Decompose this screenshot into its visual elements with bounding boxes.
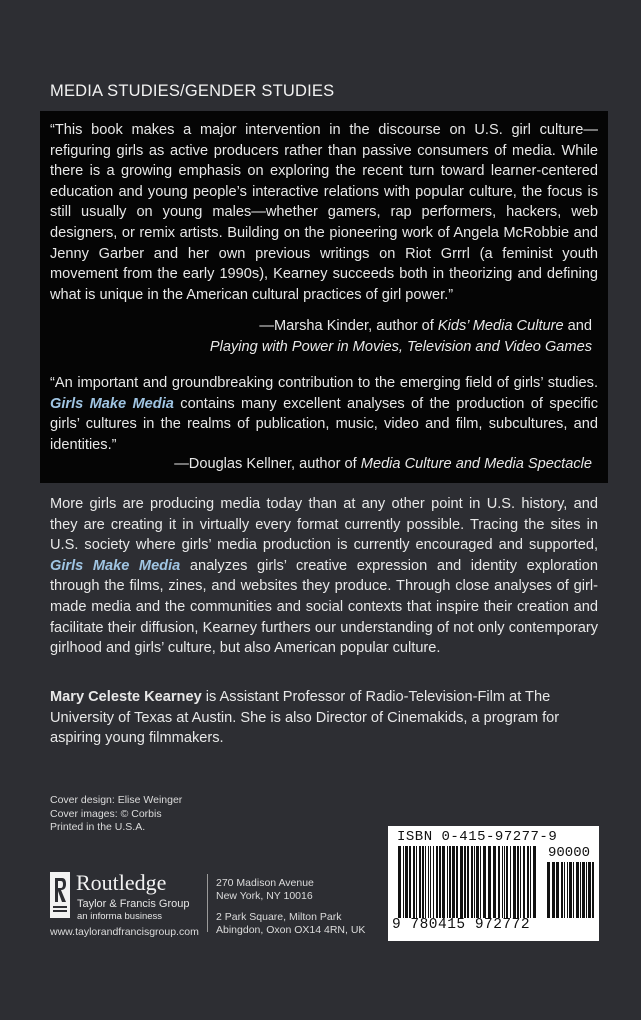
barcode-bar <box>561 862 563 918</box>
barcode-bar <box>502 846 503 918</box>
barcode-bar <box>447 846 448 918</box>
publisher-website: www.taylorandfrancisgroup.com <box>50 926 199 938</box>
publisher-logo <box>50 872 220 920</box>
barcode-bar <box>483 846 486 918</box>
barcode-bar <box>488 846 491 918</box>
publisher-group: Taylor & Francis Group <box>77 898 190 910</box>
barcode-bar <box>422 846 424 918</box>
barcode-bar <box>452 846 455 918</box>
barcode-bar <box>513 846 516 918</box>
barcode-bar <box>547 862 550 918</box>
attribution-prefix: —Marsha Kinder, author of <box>259 318 438 334</box>
description-text: analyzes girls’ creative expression and identity exploration through the films, zines, and websites they produce. Through close analyses of girl-made media and the communities and social contexts that inspire their creation and facilitate their diffusion, Kearney furthers our understanding of not only contemporary girlhood and girls’ culture, but also American popular culture. <box>50 557 598 657</box>
attribution-work: Kids’ Media Culture <box>437 318 564 334</box>
barcode-bar <box>520 846 521 918</box>
category-label: MEDIA STUDIES/GENDER STUDIES <box>50 82 335 100</box>
attribution-work: Media Culture and Media Spectacle <box>360 456 592 472</box>
barcode-bar <box>517 846 519 918</box>
endorsement-quote-1: “This book makes a major intervention in the discourse on U.S. girl culture—refiguring girls as active producers rather than passive consumers of media. While there is a growing emphasis on exploring the recent turn toward learner-centered education and young people’s interactive relations with popular culture, the focus is still usually on young males—whether gamers, rap performers, hackers, web designers, or remix artists. Building on the pioneering work of Angela McRobbie and Jenny Garber and her own previous writings on Riot Grrrl (a feminist youth movement from the early 1990s), Kearney succeeds both in theorizing and defining what is unique in the American cultural practices of girl power.” <box>50 122 598 303</box>
barcode-bar <box>419 846 421 918</box>
barcode-bar <box>425 846 426 918</box>
barcode-bar <box>449 846 451 918</box>
book-title: Girls Make Media <box>50 395 174 412</box>
barcode-bar <box>436 846 438 918</box>
barcode-bar <box>480 846 481 918</box>
barcode-bar <box>442 846 445 918</box>
divider <box>207 874 208 932</box>
barcode-bar <box>533 846 536 918</box>
address-line: New York, NY 10016 <box>216 890 313 902</box>
barcode-bar <box>464 846 466 918</box>
attribution-conjunction: and <box>563 318 592 334</box>
barcode-bar <box>588 862 591 918</box>
barcode-bar <box>403 846 404 918</box>
barcode-bar <box>428 846 429 918</box>
barcode-bar <box>433 846 434 918</box>
barcode-bar <box>586 862 587 918</box>
barcode-bar <box>430 846 431 918</box>
endorsement-attribution-2 <box>72 454 592 475</box>
address-line: Abingdon, Oxon OX14 4RN, UK <box>216 924 366 936</box>
barcode-bar <box>569 862 572 918</box>
barcode-bar <box>523 846 525 918</box>
barcode-bar <box>530 846 531 918</box>
barcode-bar <box>474 846 475 918</box>
author-name: Mary Celeste Kearney <box>50 689 202 705</box>
book-title: Girls Make Media <box>50 557 181 574</box>
barcode-bar <box>498 846 500 918</box>
barcode-bar <box>476 846 479 918</box>
price-barcode-bars <box>547 862 595 918</box>
publisher-addresses <box>216 877 365 937</box>
quote-text: “An important and groundbreaking contribution to the emerging field of girls’ studies. <box>50 375 598 391</box>
barcode-bar <box>556 862 559 918</box>
barcode-bar <box>439 846 441 918</box>
address-line: 270 Madison Avenue <box>216 877 314 889</box>
barcode-bar <box>506 846 508 918</box>
barcode-bar <box>527 846 529 918</box>
barcode-bar <box>493 846 496 918</box>
credit-line: Cover images: © Corbis <box>50 807 162 820</box>
barcode-bar <box>510 846 511 918</box>
barcode-bar <box>504 846 505 918</box>
publisher-tagline: an informa business <box>77 911 163 922</box>
credit-line: Cover design: Elise Weinger <box>50 794 183 806</box>
attribution-work: Playing with Power in Movies, Television and Video Games <box>209 338 592 355</box>
barcode-bar <box>413 846 415 918</box>
barcode-bar <box>567 862 568 918</box>
barcode-bar <box>576 862 579 918</box>
barcode-bar <box>573 862 574 918</box>
barcode-bar <box>398 846 401 918</box>
cover-credits <box>50 794 182 835</box>
barcode-bar <box>552 862 555 918</box>
description-text: More girls are producing media today than at any other point in U.S. history, and they are creating it in virtually every format currently possible. Tracing the sites in U.S. society where girls’ media production is currently encouraged and supported, <box>50 496 598 554</box>
attribution-prefix: —Douglas Kellner, author of <box>174 456 361 472</box>
barcode-bar <box>471 846 473 918</box>
book-description <box>50 494 598 659</box>
barcode-bar <box>592 862 594 918</box>
publisher-name: Routledge <box>76 870 167 895</box>
barcode-bar <box>580 862 581 918</box>
barcode-bar <box>409 846 411 918</box>
ean-barcode-bars <box>398 846 538 918</box>
isbn-label: ISBN 0-415-97277-9 <box>397 829 558 845</box>
author-bio <box>50 687 598 749</box>
barcode-bar <box>405 846 408 918</box>
quote-text: contains many excellent analyses of the production of specific girls’ cultures in the realms of publication, music, video and film, subcultures, and identities.” <box>50 395 598 453</box>
barcode-bar <box>416 846 417 918</box>
routledge-logo-icon <box>50 872 70 918</box>
barcode-bar <box>582 862 585 918</box>
isbn-digits: 9 780415 972772 <box>392 917 531 933</box>
address-line: 2 Park Square, Milton Park <box>216 911 342 923</box>
barcode-bar <box>456 846 458 918</box>
endorsement-quote-2 <box>50 373 598 455</box>
barcode-bar <box>467 846 469 918</box>
endorsement-attribution-1 <box>72 316 592 357</box>
price-code: 90000 <box>548 845 591 861</box>
barcode-bar <box>564 862 565 918</box>
barcode-bar <box>460 846 463 918</box>
credit-line: Printed in the U.S.A. <box>50 821 146 833</box>
bio-text: is Assistant Professor of Radio-Television-Film at The University of Texas at Austin. She is also Director of Cinemakids, a program for aspiring young filmmakers. <box>50 689 560 747</box>
